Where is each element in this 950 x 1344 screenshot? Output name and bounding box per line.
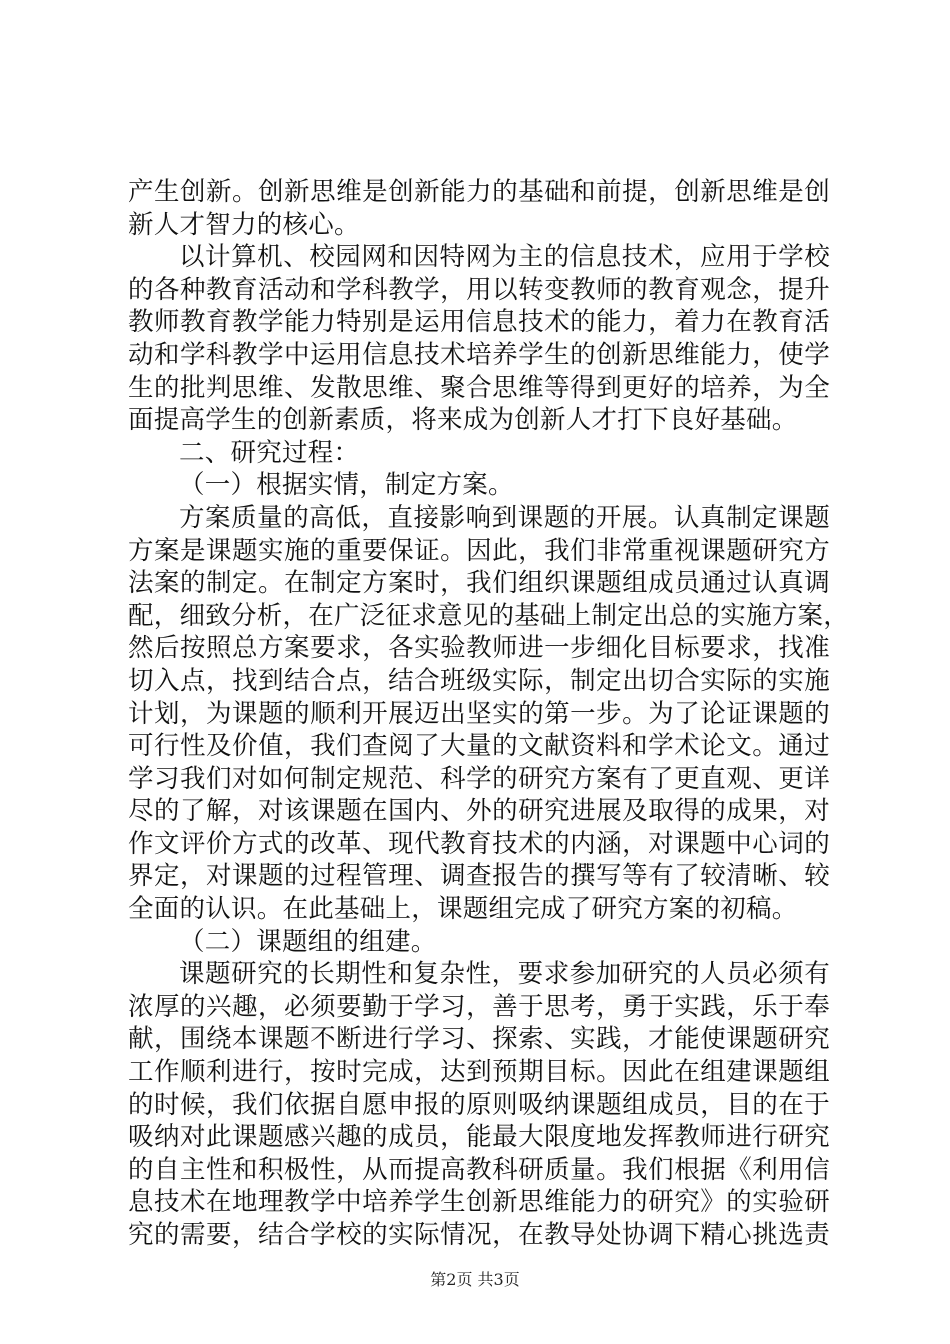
text-line: 配，细致分析，在广泛征求意见的基础上制定出总的实施方案， [128,600,850,631]
text-line: 然后按照总方案要求，各实验教师进一步细化目标要求，找准 [128,633,830,664]
text-line: 方案是课题实施的重要保证。因此，我们非常重视课题研究方 [128,535,830,566]
text-line: 切入点，找到结合点，结合班级实际，制定出切合实际的实施 [128,665,830,696]
text-line: 息技术在地理教学中培养学生创新思维能力的研究》的实验研 [128,1187,830,1218]
text-line: 面提高学生的创新素质，将来成为创新人才打下良好基础。 [128,405,798,436]
text-line: 方案质量的高低，直接影响到课题的开展。认真制定课题 [179,502,830,533]
text-line: 吸纳对此课题感兴趣的成员，能最大限度地发挥教师进行研究 [128,1122,830,1153]
text-line: 法案的制定。在制定方案时，我们组织课题组成员通过认真调 [128,568,830,599]
text-line: 动和学科教学中运用信息技术培养学生的创新思维能力，使学 [128,339,830,370]
text-line: 产生创新。创新思维是创新能力的基础和前提，创新思维是创 [128,177,830,207]
text-line: 的时候，我们依据自愿申报的原则吸纳课题组成员，目的在于 [128,1089,830,1120]
text-line: 新人才智力的核心。 [128,209,360,240]
text-line: 作文评价方式的改革、现代教育技术的内涵，对课题中心词的 [128,828,830,859]
page-footer: 第2页 共3页 [430,1270,520,1289]
text-line: 浓厚的兴趣，必须要勤于学习，善于思考，勇于实践，乐于奉 [128,991,830,1022]
text-line: 全面的认识。在此基础上，课题组完成了研究方案的初稿。 [128,894,798,925]
text-line: 计划，为课题的顺利开展迈出坚实的第一步。为了论证课题的 [128,698,830,729]
text-line: 以计算机、校园网和因特网为主的信息技术，应用于学校 [179,242,830,273]
text-line: 学习我们对如何制定规范、科学的研究方案有了更直观、更详 [128,763,830,794]
text-line: 献，围绕本课题不断进行学习、探索、实践，才能使课题研究 [128,1024,830,1055]
text-line: 的自主性和积极性，从而提高教科研质量。我们根据《利用信 [128,1154,830,1185]
text-line: （一）根据实情，制定方案。 [179,470,514,501]
text-line: 二、研究过程： [179,437,360,468]
text-line: 究的需要，结合学校的实际情况，在教导处协调下精心挑选责 [128,1220,830,1250]
document-body [128,176,850,1252]
text-line: （二）课题组的组建。 [179,926,437,957]
text-line: 生的批判思维、发散思维、聚合思维等得到更好的培养，为全 [128,372,830,403]
text-line: 的各种教育活动和学科教学，用以转变教师的教育观念，提升 [128,274,830,305]
text-line: 课题研究的长期性和复杂性，要求参加研究的人员必须有 [179,959,830,990]
text-line: 工作顺利进行，按时完成，达到预期目标。因此在组建课题组 [128,1057,830,1088]
text-line: 教师教育教学能力特别是运用信息技术的能力，着力在教育活 [128,307,830,338]
text-line: 可行性及价值，我们查阅了大量的文献资料和学术论文。通过 [128,731,830,762]
text-line: 尽的了解，对该课题在国内、外的研究进展及取得的成果，对 [128,796,830,827]
text-line: 界定，对课题的过程管理、调查报告的撰写等有了较清晰、较 [128,861,830,892]
